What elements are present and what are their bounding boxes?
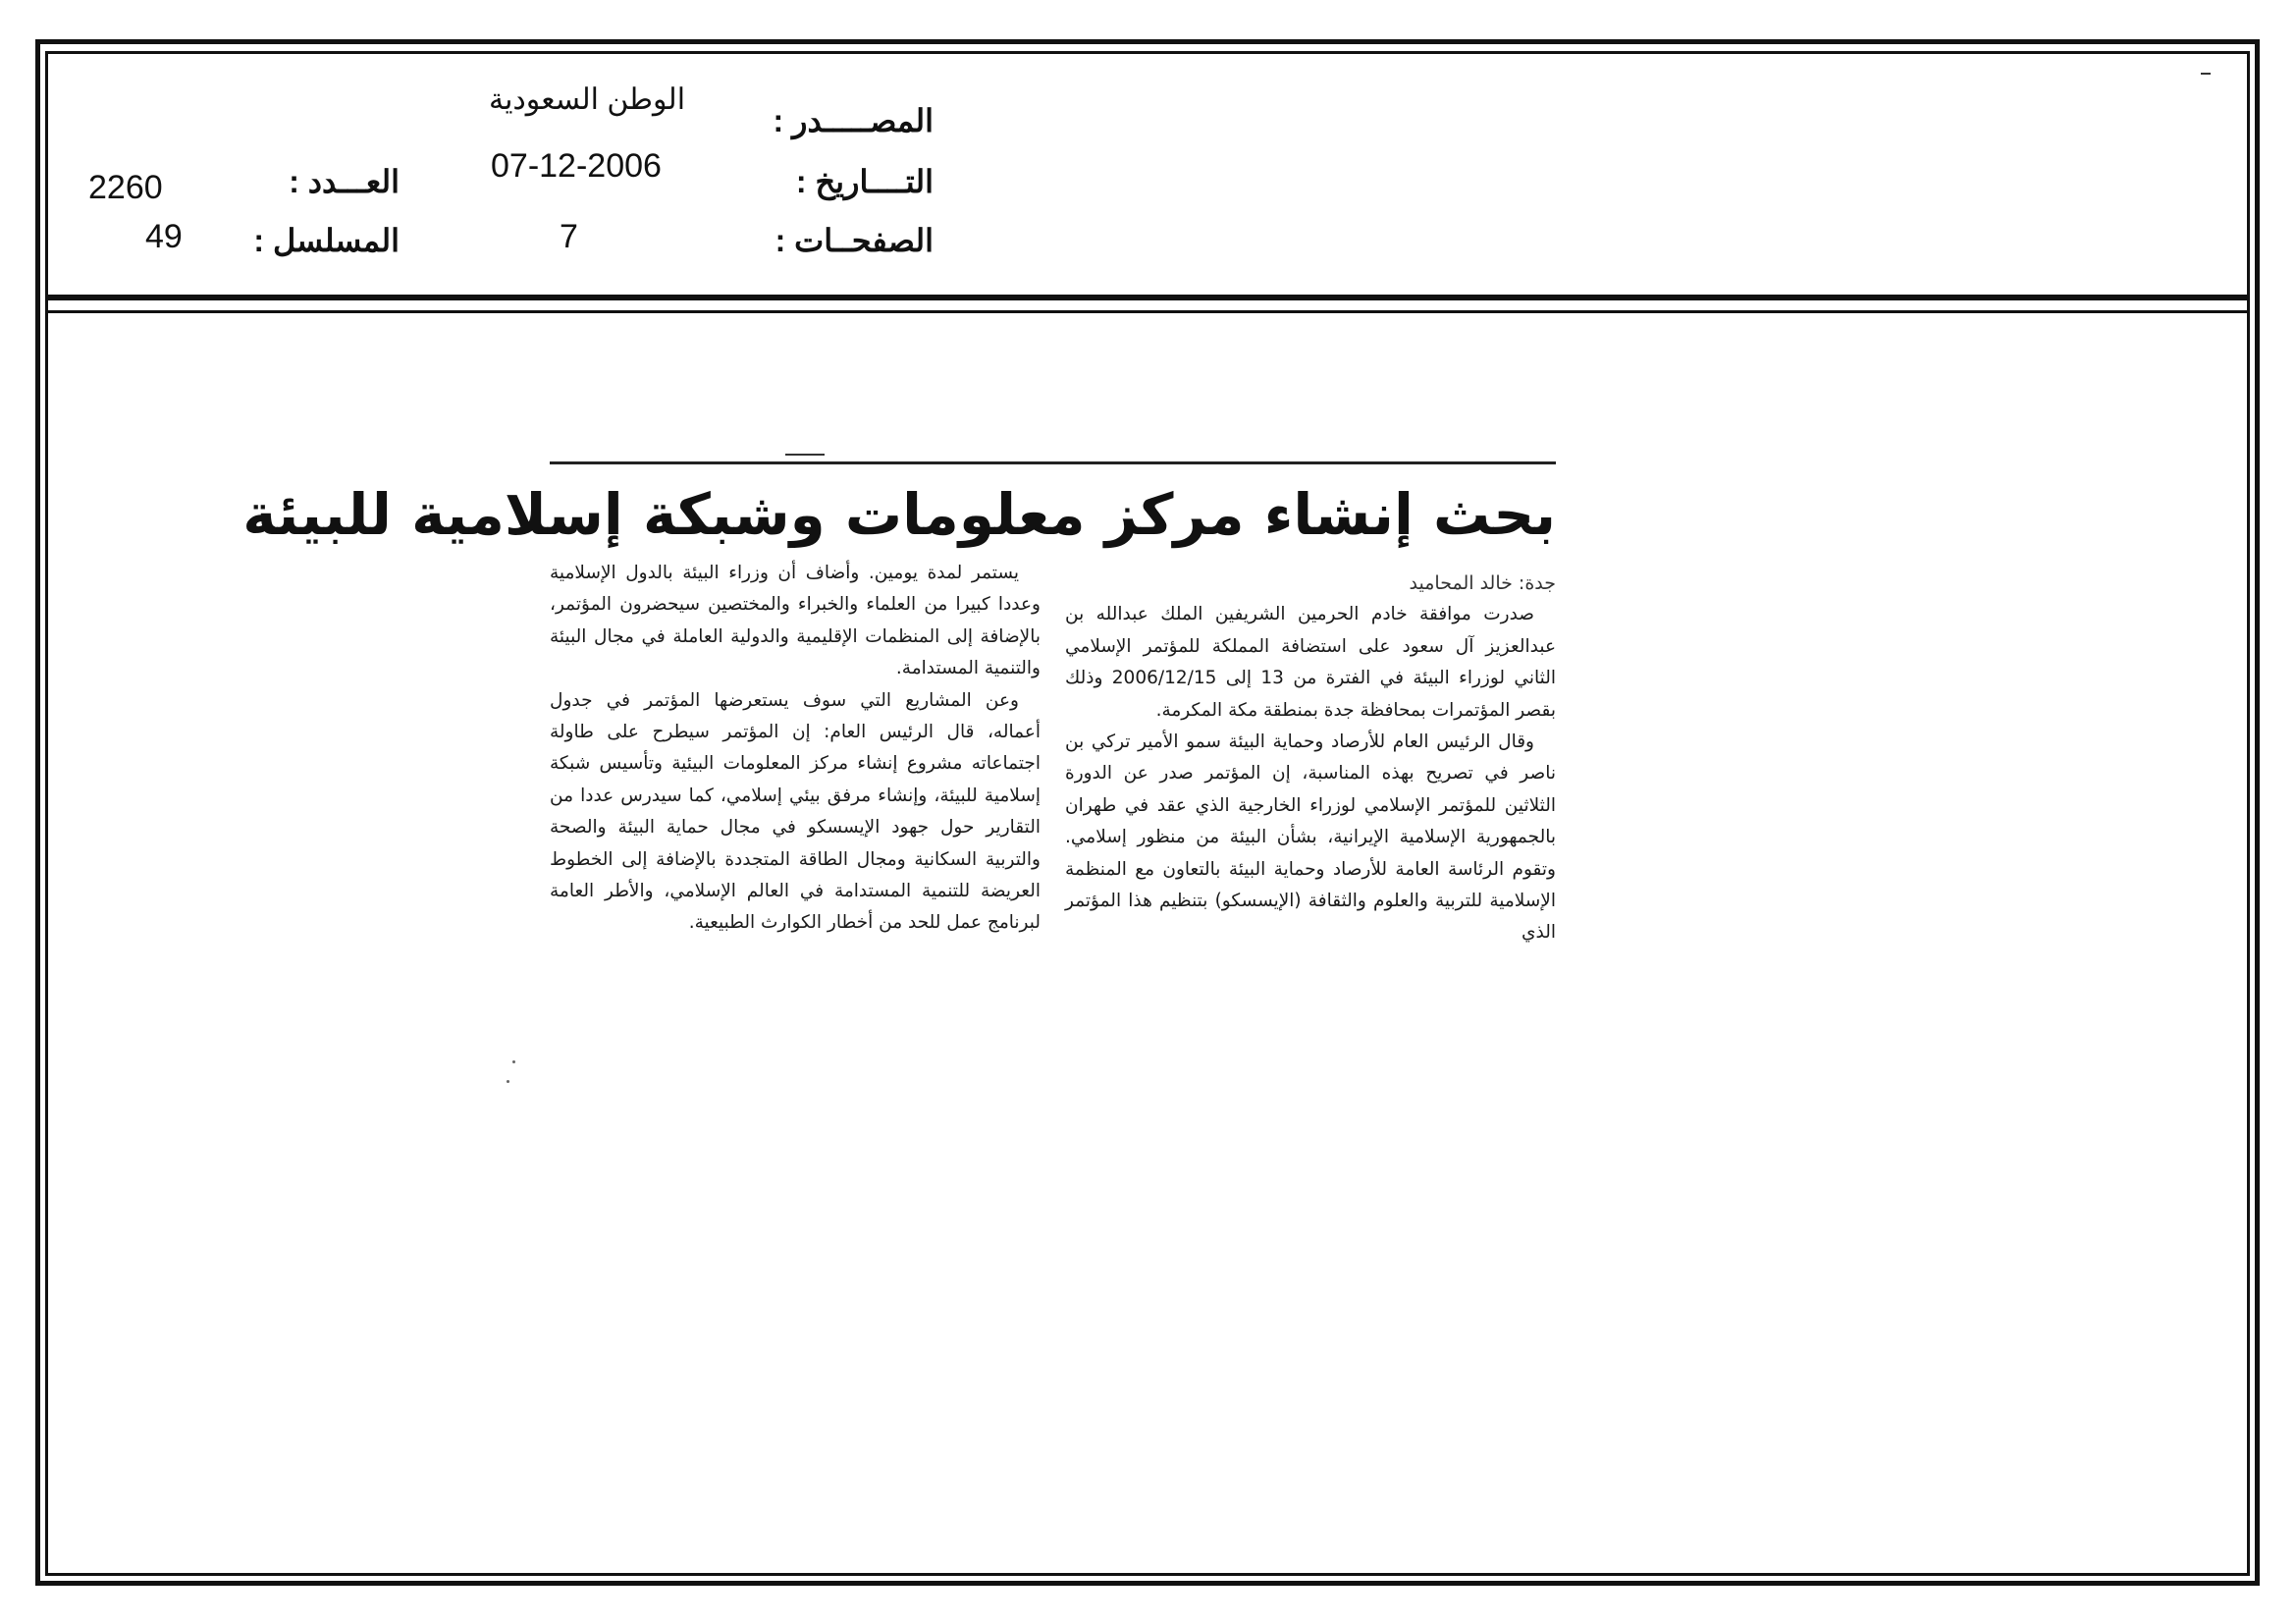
article-paragraph: يستمر لمدة يومين. وأضاف أن وزراء البيئة بالدول الإسلامية وعددا كبيرا من العلماء والخبراء والمختصين سيحضرون المؤتمر، بالإضافة إلى المنظمات الإقليمية والدولية العاملة في مجال البيئة والتنمية المستدامة.	[550, 563, 1041, 679]
corner-mark	[2201, 73, 2211, 75]
scan-speck	[507, 1080, 509, 1083]
issue-label: العـــدد :	[289, 164, 400, 199]
article-byline: جدة: خالد المحاميد	[1409, 572, 1556, 594]
source-label: المصـــــدر :	[773, 103, 934, 138]
header-divider	[45, 295, 2250, 300]
date-value: 07-12-2006	[491, 147, 662, 185]
article-paragraph: صدرت موافقة خادم الحرمين الشريفين الملك عبدالله بن عبدالعزيز آل سعود على استضافة المملكة للمؤتمر الإسلامي الثاني لوزراء البيئة في الفترة من 13 إلى 2006/12/15 وذلك بقصر المؤتمرات بمحافظة جدة بمنطقة مكة المكرمة.	[1065, 604, 1556, 721]
pages-label: الصفحــات :	[774, 223, 934, 258]
scan-speck	[512, 1060, 515, 1063]
headline-rule	[550, 461, 1556, 464]
header-divider-thin	[45, 310, 2250, 313]
article-clipping	[242, 461, 1556, 1070]
article-column-left	[550, 558, 1041, 940]
scan-mark	[785, 454, 825, 456]
serial-label: المسلسل :	[253, 223, 400, 258]
date-label: التــــاريخ :	[795, 164, 934, 199]
article-headline: بحث إنشاء مركز معلومات وشبكة إسلامية للبيئة	[242, 481, 1556, 548]
article-paragraph: وعن المشاريع التي سوف يستعرضها المؤتمر في جدول أعماله، قال الرئيس العام: إن المؤتمر سيطرح على طاولة اجتماعاته مشروع إنشاء مركز المعلومات البيئية وتأسيس شبكة إسلامية للبيئة، وإنشاء مرفق بيئي إسلامي، كما سيدرس عددا من التقارير حول جهود الإيسسكو في مجال حماية البيئة والصحة والتربية السكانية ومجال الطاقة المتجددة بالإضافة إلى الخطوط العريضة للتنمية المستدامة في العالم الإسلامي، والأطر العامة لبرنامج عمل للحد من أخطار الكوارث الطبيعية.	[550, 689, 1041, 934]
source-value: الوطن السعودية	[489, 83, 686, 116]
article-paragraph: وقال الرئيس العام للأرصاد وحماية البيئة سمو الأمير تركي بن ناصر في تصريح بهذه المناسبة، إن المؤتمر صدر عن الدورة الثلاثين للمؤتمر الإسلامي لوزراء الخارجية الذي عقد في طهران بالجمهورية الإسلامية الإيرانية، بشأن البيئة من منظور إسلامي. وتقوم الرئاسة العامة للأرصاد وحماية البيئة بالتعاون مع المنظمة الإسلامية للتربية والعلوم والثقافة (الإيسسكو) بتنظيم هذا المؤتمر الذي	[1065, 731, 1556, 944]
issue-value: 2260	[88, 169, 163, 206]
serial-value: 49	[145, 218, 183, 255]
article-column-right	[1065, 568, 1556, 949]
pages-value: 7	[560, 218, 578, 255]
